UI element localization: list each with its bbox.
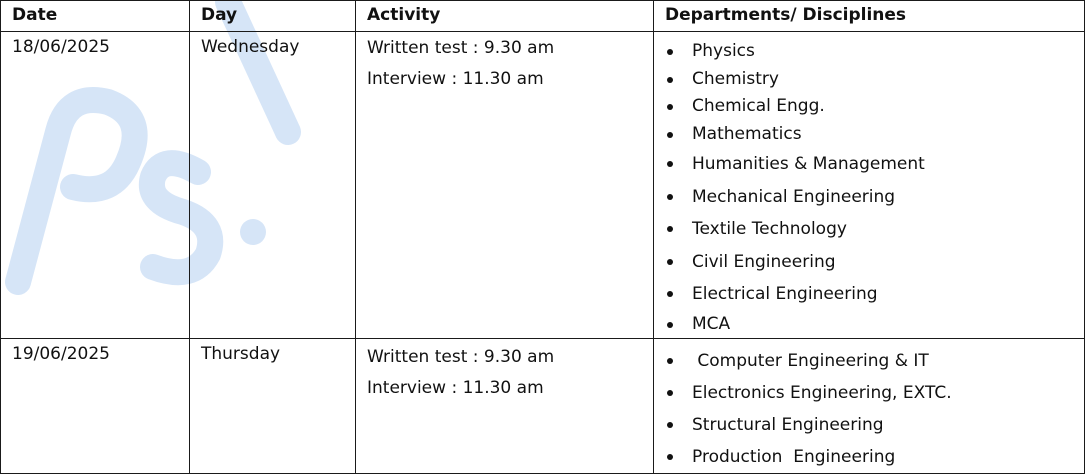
list-item: Computer Engineering & IT — [654, 345, 1084, 377]
list-item: Mathematics — [654, 121, 1084, 149]
list-item: Textile Technology — [654, 213, 1084, 246]
list-item: Mechanical Engineering — [654, 181, 1084, 214]
interview-time: Interview : 11.30 am — [367, 69, 544, 89]
departments-list — [654, 339, 1084, 473]
header-day: Day — [190, 1, 356, 32]
list-item: Structural Engineering — [654, 409, 1084, 441]
date-cell: 19/06/2025 — [1, 339, 190, 474]
list-item: Physics — [654, 38, 1084, 66]
list-item: Civil Engineering — [654, 246, 1084, 279]
departments-cell — [654, 32, 1085, 339]
header-activity: Activity — [356, 1, 654, 32]
list-item: MCA — [654, 311, 1084, 339]
departments-list — [654, 32, 1084, 338]
interview-time: Interview : 11.30 am — [367, 378, 544, 398]
day-cell: Wednesday — [190, 32, 356, 339]
departments-cell — [654, 339, 1085, 474]
written-test-time: Written test : 9.30 am — [367, 347, 555, 367]
table-row — [1, 339, 1085, 474]
header-row — [1, 1, 1085, 32]
day-cell: Thursday — [190, 339, 356, 474]
list-item: Chemical Engg. — [654, 93, 1084, 121]
table-row — [1, 32, 1085, 339]
list-item: Humanities & Management — [654, 148, 1084, 181]
list-item: Electrical Engineering — [654, 278, 1084, 311]
list-item: Chemistry — [654, 66, 1084, 94]
list-item: Electronics Engineering, EXTC. — [654, 377, 1084, 409]
activity-cell — [356, 32, 654, 339]
header-date: Date — [1, 1, 190, 32]
activity-cell — [356, 339, 654, 474]
header-departments: Departments/ Disciplines — [654, 1, 1085, 32]
list-item: Production Engineering — [654, 441, 1084, 473]
date-cell: 18/06/2025 — [1, 32, 190, 339]
written-test-time: Written test : 9.30 am — [367, 38, 555, 58]
